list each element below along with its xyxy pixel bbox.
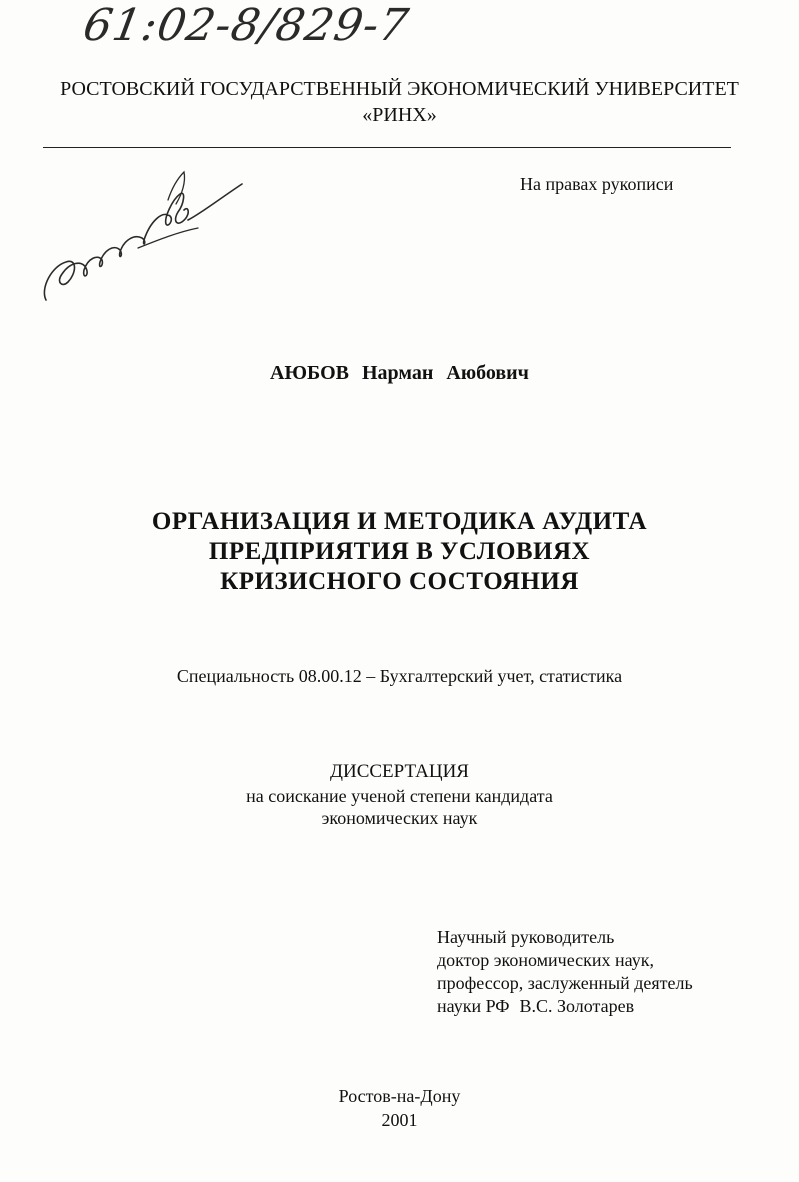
advisor-role: Научный руководитель bbox=[437, 927, 615, 947]
degree-line-1: на соискание ученой степени кандидата bbox=[246, 786, 553, 806]
city: Ростов-на-Дону bbox=[338, 1086, 461, 1106]
advisor-name: В.С. Золотарев bbox=[519, 996, 635, 1016]
specialty-line: Специальность 08.00.12 – Бухгалтерский учет, статистика bbox=[176, 666, 623, 686]
dissertation-title-line-1: ОРГАНИЗАЦИЯ И МЕТОДИКА АУДИТА bbox=[151, 508, 648, 535]
year: 2001 bbox=[381, 1110, 418, 1130]
handwritten-signature bbox=[38, 170, 248, 310]
advisor-title: профессор, заслуженный деятель bbox=[437, 973, 693, 993]
advisor-name-line bbox=[437, 995, 634, 1018]
university-abbreviation: «РИНХ» bbox=[362, 104, 437, 126]
manuscript-note: На правах рукописи bbox=[520, 174, 674, 194]
header-divider bbox=[43, 147, 731, 148]
advisor-title-suffix: науки РФ bbox=[437, 996, 510, 1016]
dissertation-heading: ДИССЕРТАЦИЯ bbox=[330, 761, 469, 782]
degree-line-2: экономических наук bbox=[321, 808, 478, 828]
dissertation-title-line-3: КРИЗИСНОГО СОСТОЯНИЯ bbox=[220, 568, 579, 595]
dissertation-title-line-2: ПРЕДПРИЯТИЯ В УСЛОВИЯХ bbox=[208, 538, 591, 565]
archive-number-handwritten: 61:02-8/829-7 bbox=[79, 0, 413, 51]
university-name: РОСТОВСКИЙ ГОСУДАРСТВЕННЫЙ ЭКОНОМИЧЕСКИЙ УНИВЕРСИТЕТ bbox=[60, 78, 739, 100]
advisor-degree: доктор экономических наук, bbox=[437, 950, 654, 970]
author-name: АЮБОВ Нарман Аюбович bbox=[270, 362, 529, 384]
